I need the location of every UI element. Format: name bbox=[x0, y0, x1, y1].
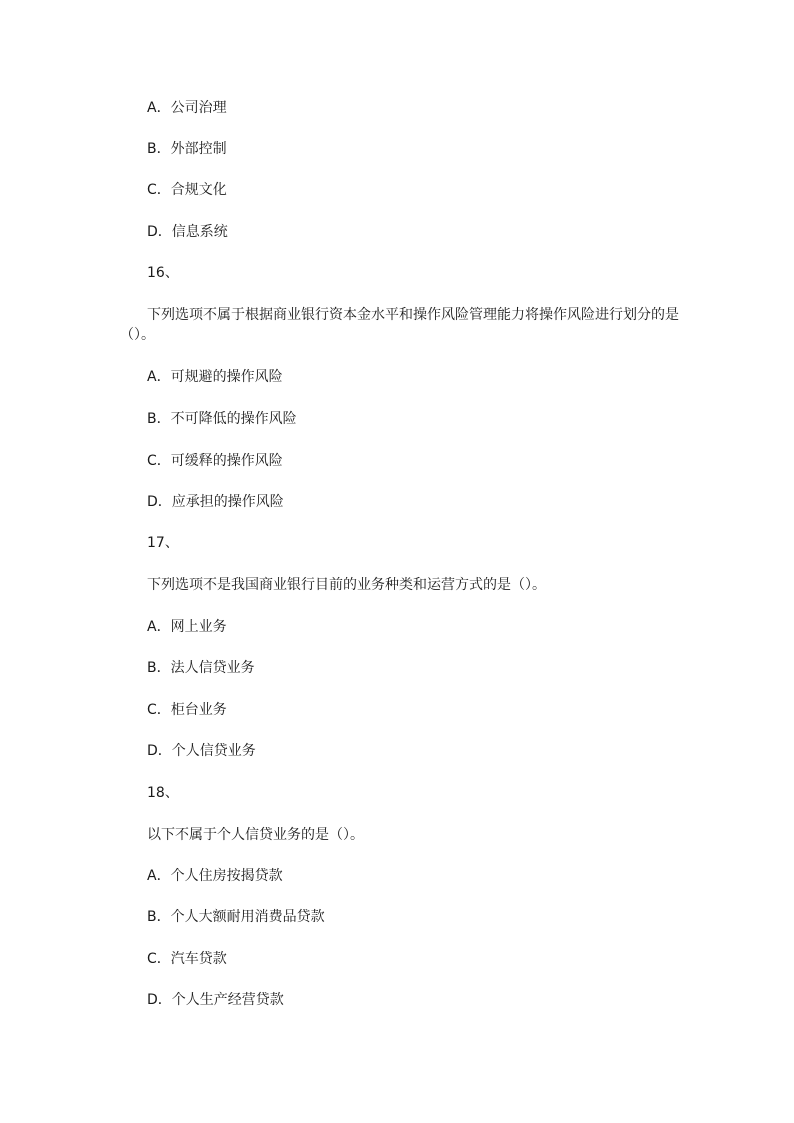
q18-option-c: C．汽车贷款 bbox=[147, 951, 227, 967]
q17-stem: 下列选项不是我国商业银行目前的业务种类和运营方式的是（）。 bbox=[147, 577, 546, 593]
q16-option-c: C．可缓释的操作风险 bbox=[147, 453, 283, 469]
q17-number: 17、 bbox=[147, 535, 179, 551]
q15-option-b: B．外部控制 bbox=[147, 141, 227, 157]
q17-option-b: B．法人信贷业务 bbox=[147, 660, 255, 676]
q18-stem: 以下不属于个人信贷业务的是（）。 bbox=[147, 827, 364, 843]
q15-option-a: A．公司治理 bbox=[147, 100, 227, 116]
q16-option-d: D．应承担的操作风险 bbox=[147, 494, 284, 510]
q15-option-c: C．合规文化 bbox=[147, 182, 227, 198]
q18-number: 18、 bbox=[147, 785, 179, 801]
q17-option-a: A．网上业务 bbox=[147, 619, 227, 635]
q18-option-b: B．个人大额耐用消费品贷款 bbox=[147, 909, 325, 925]
q16-option-b: B．不可降低的操作风险 bbox=[147, 411, 297, 427]
q17-option-d: D．个人信贷业务 bbox=[147, 743, 256, 759]
q15-option-d: D．信息系统 bbox=[147, 224, 228, 240]
q16-number: 16、 bbox=[147, 265, 179, 281]
q18-option-d: D．个人生产经营贷款 bbox=[147, 992, 284, 1008]
q18-option-a: A．个人住房按揭贷款 bbox=[147, 868, 283, 884]
q16-stem: 下列选项不属于根据商业银行资本金水平和操作风险管理能力将操作风险进行划分的是（）。 bbox=[120, 307, 679, 343]
q17-option-c: C．柜台业务 bbox=[147, 702, 227, 718]
q16-option-a: A．可规避的操作风险 bbox=[147, 369, 283, 385]
